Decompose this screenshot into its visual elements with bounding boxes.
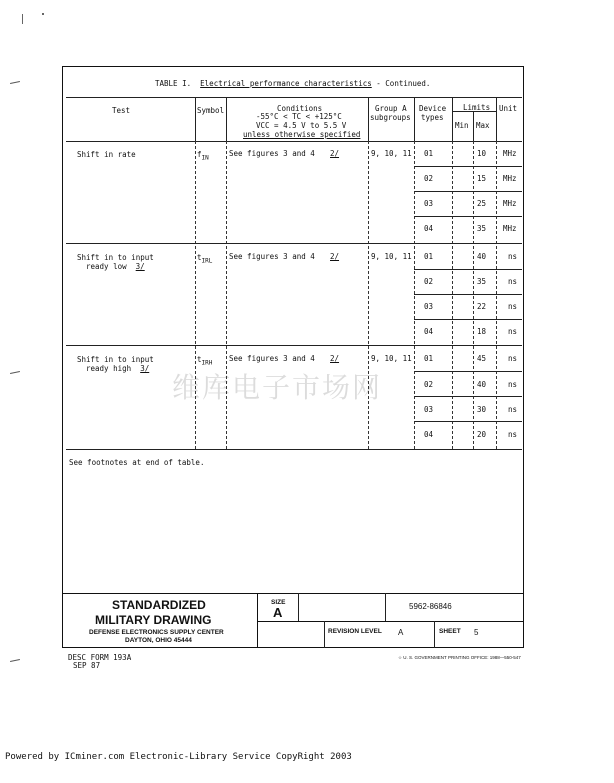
- col-sep: [195, 97, 196, 141]
- row-rule: [414, 191, 522, 192]
- gpo-imprint: ☆ U. S. GOVERNMENT PRINTING OFFICE: 1988—550-547: [398, 655, 521, 660]
- symbol: $t_{IRL}$: [197, 253, 213, 265]
- header-conditions: Conditions: [277, 104, 323, 113]
- body-col-sep: [496, 141, 497, 449]
- device-type: 01: [424, 149, 434, 158]
- unit: ns: [508, 252, 518, 261]
- max-value: 40: [477, 252, 487, 261]
- max-value: 25: [477, 199, 487, 208]
- body-col-sep: [195, 141, 196, 449]
- header-min: Min: [455, 121, 469, 130]
- device-type: 04: [424, 327, 434, 336]
- test-name-line2: [86, 364, 149, 373]
- col-sep: [226, 97, 227, 141]
- body-col-sep: [226, 141, 227, 449]
- unit: ns: [508, 302, 518, 311]
- header-symbol: Symbol: [197, 106, 225, 115]
- device-type: 01: [424, 252, 434, 261]
- section-rule: [66, 243, 522, 244]
- header-subgroups: subgroups: [370, 113, 411, 122]
- test-name-line2: [86, 262, 145, 271]
- unit: ns: [508, 277, 518, 286]
- col-sep: [414, 97, 415, 141]
- note-ref: 3/: [135, 262, 145, 271]
- body-col-sep: [414, 141, 415, 449]
- test-name-cont: ready high: [86, 364, 132, 373]
- title-standardized: STANDARDIZED: [112, 598, 206, 612]
- device-type: 02: [424, 277, 434, 286]
- test-name: Shift in rate: [77, 150, 136, 159]
- scan-mark: [22, 14, 23, 24]
- table-title-prefix: TABLE I.: [155, 79, 192, 88]
- header-bottom-rule: [66, 141, 522, 142]
- agency-address: DAYTON, OHIO 45444: [125, 637, 192, 644]
- unit: MHz: [503, 174, 517, 183]
- note-ref: 2/: [330, 252, 340, 261]
- revision-value: A: [398, 628, 404, 637]
- max-value: 35: [477, 277, 487, 286]
- header-conditions-note: unless otherwise specified: [243, 130, 361, 139]
- row-rule: [414, 421, 522, 422]
- conditions: See figures 3 and 4: [229, 252, 315, 261]
- table-end-rule: [66, 449, 522, 450]
- header-test: Test: [112, 106, 131, 115]
- row-rule: [414, 294, 522, 295]
- hole-punch-mark: [10, 81, 20, 84]
- table-title-main: Electrical performance characteristics: [200, 79, 372, 88]
- device-type: 03: [424, 405, 434, 414]
- table-title-suffix: - Continued.: [376, 79, 431, 88]
- device-type: 01: [424, 354, 434, 363]
- note-ref: 2/: [330, 149, 340, 158]
- title-block-sep: [324, 621, 325, 648]
- footer-copyright: Powered by ICminer.com Electronic-Library Service CopyRight 2003: [5, 752, 352, 762]
- section-rule: [66, 345, 522, 346]
- agency-name: DEFENSE ELECTRONICS SUPPLY CENTER: [89, 629, 224, 636]
- unit: ns: [508, 354, 518, 363]
- title-military-drawing: MILITARY DRAWING: [95, 613, 212, 627]
- device-type: 04: [424, 224, 434, 233]
- size-value: A: [273, 605, 283, 620]
- row-rule: [414, 371, 522, 372]
- conditions: See figures 3 and 4: [229, 149, 315, 158]
- conditions: See figures 3 and 4: [229, 354, 315, 363]
- max-value: 15: [477, 174, 487, 183]
- body-col-sep: [368, 141, 369, 449]
- max-value: 30: [477, 405, 487, 414]
- col-sep: [496, 97, 497, 141]
- max-value: 40: [477, 380, 487, 389]
- max-value: 20: [477, 430, 487, 439]
- device-type: 02: [424, 174, 434, 183]
- test-name: Shift in to input: [77, 355, 154, 364]
- row-rule: [414, 216, 522, 217]
- header-types: types: [421, 113, 444, 122]
- device-type: 02: [424, 380, 434, 389]
- title-block-sep: [298, 593, 299, 621]
- test-name: Shift in to input: [77, 253, 154, 262]
- body-col-sep: [452, 141, 453, 449]
- title-block-sep: [385, 593, 386, 621]
- revision-label: REVISION LEVEL: [328, 628, 382, 635]
- unit: ns: [508, 405, 518, 414]
- device-type: 03: [424, 302, 434, 311]
- table-title: [155, 79, 430, 88]
- device-type: 04: [424, 430, 434, 439]
- watermark: 维库电子市场网: [172, 371, 383, 404]
- hole-punch-mark: [10, 371, 20, 374]
- col-sep: [452, 97, 453, 141]
- header-group-a: Group A: [375, 104, 407, 113]
- row-rule: [414, 319, 522, 320]
- col-sep: [368, 97, 369, 141]
- row-rule: [414, 269, 522, 270]
- unit: MHz: [503, 224, 517, 233]
- header-unit: Unit: [499, 104, 518, 113]
- symbol: $t_{IRH}$: [197, 355, 213, 367]
- footnote: See footnotes at end of table.: [69, 458, 205, 467]
- device-type: 03: [424, 199, 434, 208]
- col-sep: [473, 111, 474, 141]
- unit: ns: [508, 380, 518, 389]
- title-block-mid: [257, 621, 524, 622]
- max-value: 35: [477, 224, 487, 233]
- title-block-top: [62, 593, 524, 594]
- max-value: 10: [477, 149, 487, 158]
- unit: MHz: [503, 149, 517, 158]
- max-value: 45: [477, 354, 487, 363]
- header-conditions-temp: -55°C < TC < +125°C: [256, 112, 342, 121]
- title-block-sep: [434, 621, 435, 648]
- unit: ns: [508, 327, 518, 336]
- form-number: DESC FORM 193A: [68, 653, 132, 662]
- max-value: 18: [477, 327, 487, 336]
- header-top-rule: [66, 97, 522, 98]
- test-name-cont: ready low: [86, 262, 127, 271]
- header-limits: Limits: [463, 103, 491, 112]
- scan-mark: [42, 13, 44, 15]
- note-ref: 2/: [330, 354, 340, 363]
- hole-punch-mark: [10, 659, 20, 662]
- unit: MHz: [503, 199, 517, 208]
- form-date: SEP 87: [73, 661, 101, 670]
- sheet-value: 5: [474, 628, 479, 637]
- header-device: Device: [419, 104, 447, 113]
- unit: ns: [508, 430, 518, 439]
- max-value: 22: [477, 302, 487, 311]
- row-rule: [414, 166, 522, 167]
- note-ref: 3/: [140, 364, 150, 373]
- symbol: $f_{IN}$: [197, 150, 209, 162]
- header-max: Max: [476, 121, 490, 130]
- body-col-sep: [473, 141, 474, 449]
- subgroups: 9, 10, 11: [371, 354, 412, 363]
- row-rule: [414, 396, 522, 397]
- subgroups: 9, 10, 11: [371, 149, 412, 158]
- sheet-label: SHEET: [439, 628, 461, 635]
- header-conditions-vcc: VCC = 4.5 V to 5.5 V: [256, 121, 347, 130]
- drawing-number: 5962-86846: [409, 602, 452, 611]
- subgroups: 9, 10, 11: [371, 252, 412, 261]
- size-label: SIZE: [271, 599, 286, 606]
